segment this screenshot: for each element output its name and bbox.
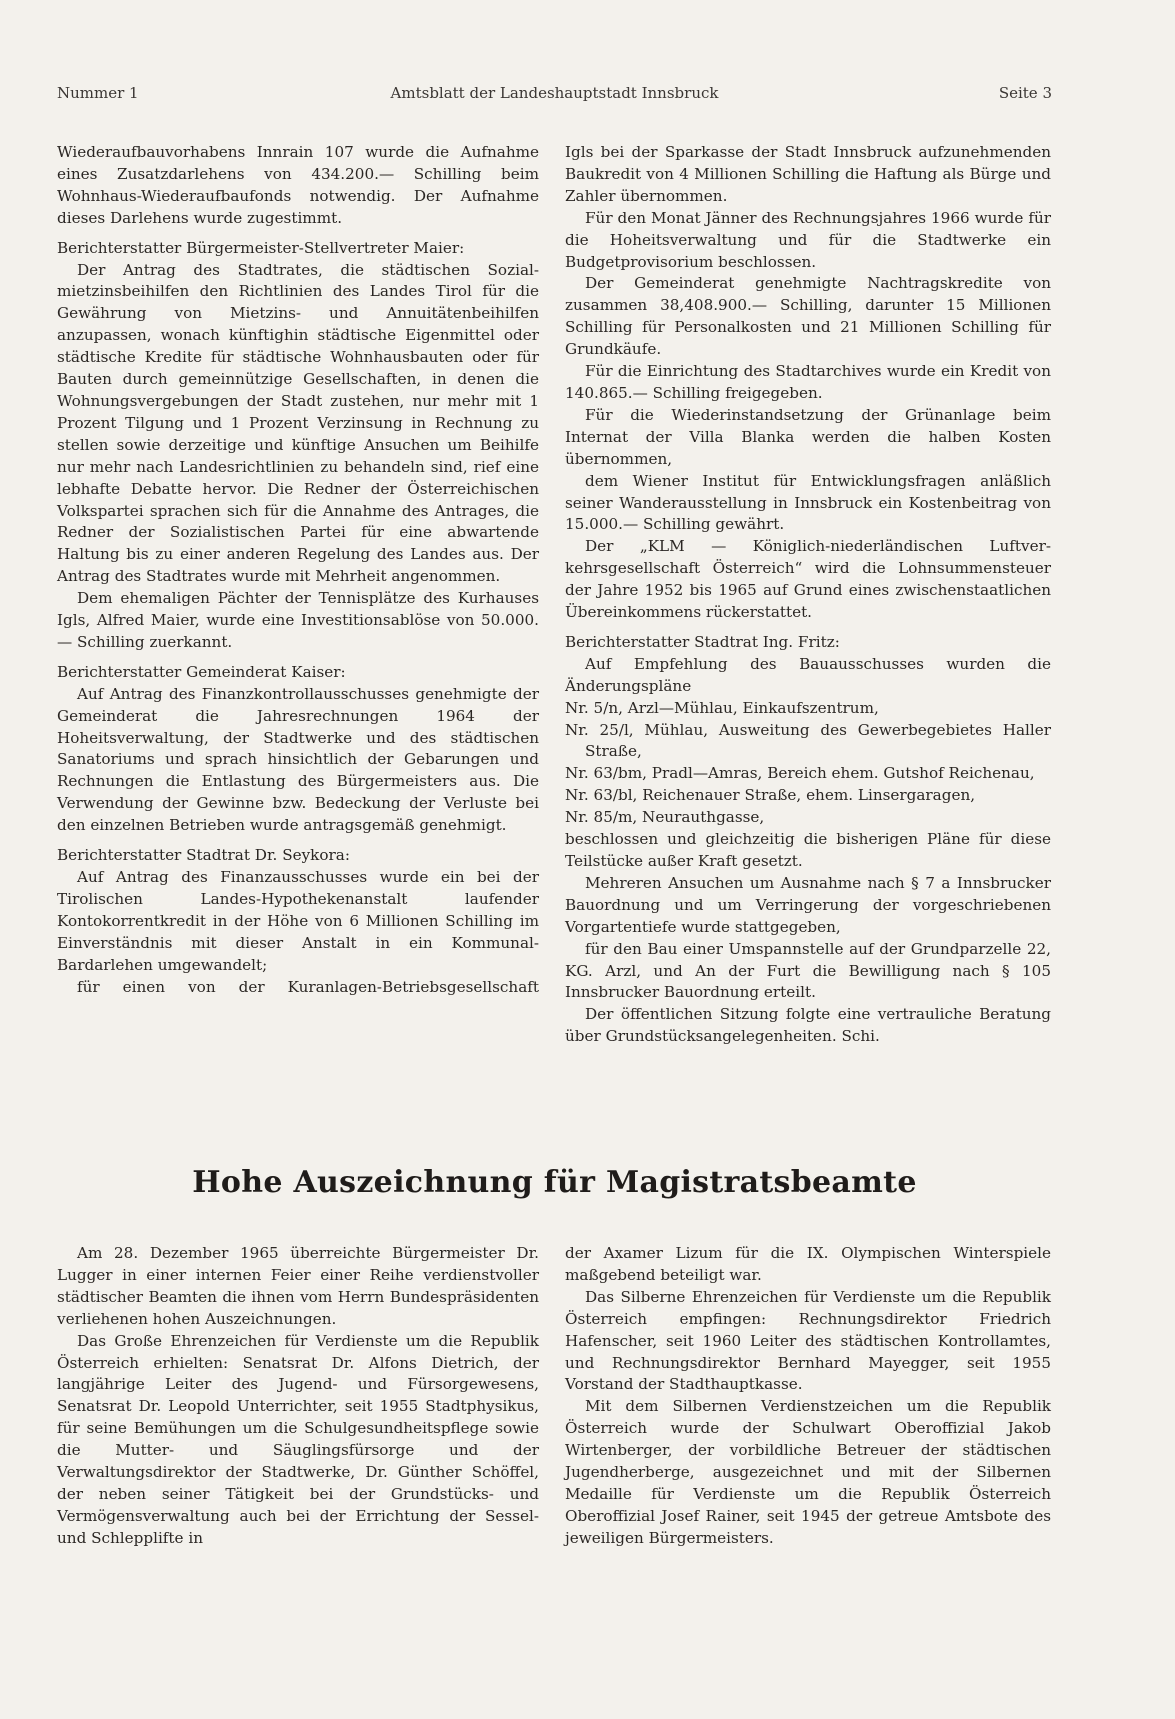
speaker-line: Berichterstatter Gemeinderat Kaiser: [57, 662, 346, 681]
paragraph: Das Große Ehrenzeichen für Verdienste um die Republik Österreich erhielten: Senatsrat Dr. Alfons Dietrich, der langjährige Leiter des Jugend- und Fürsorgewesens, Senatsrat Dr. Leopold Unterrichter, seit 1955 Stadtphysikus, für seine Bemühungen um die Schulgesundheitspflege sowie die Mutter- und Säuglingsfürsorge und der Verwaltungsdirektor der Stadtwerke, Dr. Günther Schöffel, der neben seiner Tätigkeit bei der Grundstücks- und Vermögensverwaltung auch bei der Errichtung der Sessel- und Schlepplifte in [57, 1331, 539, 1547]
article-headline: Hohe Auszeichnung für Magistratsbeamte [192, 1165, 917, 1200]
paragraph: beschlossen und gleichzeitig die bisherigen Pläne für diese Teilstücke außer Kraft gesetzt. [565, 830, 1051, 870]
publication-title: Amtsblatt der Landeshauptstadt Innsbruck [390, 84, 719, 102]
paragraph: Der Antrag des Stadtrates, die städtischen Sozialmietzinsbeihilfen den Richtlinien des Landes Tirol für die Gewährung von Mietzins- und Annuitätenbeihilfen anzupassen, wonach künftighin städtische Eigenmittel oder städtische Kredite für städtische Wohnhausbauten oder für Bauten durch gemeinnützige Gesellschaften, in denen die Wohnungsvergebungen der Stadt zustehen, nur mehr mit 1 Prozent Tilgung und 1 Prozent Verzinsung in Rechnung zu stellen sowie derzeitige und künftige Ansuchen um Beihilfe nur mehr nach Landesrichtlinien zu behandeln sind, rief eine lebhafte Debatte hervor. Die Redner der Österreichischen Volkspartei sprachen sich für die Annahme des Antrages, die Redner der Sozialistischen Partei für eine abwartende Haltung bis zu einer anderen Regelung des Landes aus. Der Antrag des Stadtrates wurde mit Mehrheit angenommen. [57, 260, 539, 586]
paragraph: Das Silberne Ehrenzeichen für Verdienste um die Republik Österreich empfingen: Rechnungsdirektor Friedrich Hafenscher, seit 1960 Leiter des städtischen Kontrollamtes, und Rechnungsdirektor Bernhard Mayegger, seit 1955 Vorstand der Stadthauptkasse. [565, 1287, 1051, 1394]
paragraph: Der „KLM — Königlich-niederländischen Luftverkehrsgesellschaft Österreich“ wird die Lohnsummensteuer der Jahre 1952 bis 1965 auf Grund eines zwischenstaatlichen Übereinkommens rückerstattet. [565, 537, 1051, 622]
plan-item: Nr. 5/n, Arzl—Mühlau, Einkaufszentrum, [565, 698, 879, 717]
page-number: Seite 3 [998, 84, 1052, 102]
paragraph: dem Wiener Institut für Entwicklungsfragen anläßlich seiner Wanderausstellung in Innsbruck ein Kostenbeitrag von 15.000.— Schilling gewährt. [565, 471, 1051, 534]
article-column-right-bottom [565, 1243, 1051, 1550]
article-column-left-top [57, 142, 539, 998]
paragraph: Wiederaufbauvorhabens Innrain 107 wurde die Aufnahme eines Zusatzdarlehens von 434.200.— Schilling beim Wohnhaus-Wiederaufbaufonds notwendig. Der Aufnahme dieses Darlehens wurde zugestimmt. [57, 143, 539, 227]
issue-number: Nummer 1 [57, 84, 139, 102]
paragraph: für den Bau einer Umspannstelle auf der Grundparzelle 22, KG. Arzl, und An der Furt die Bewilligung nach § 105 Innsbrucker Bauordnung erteilt. [565, 939, 1051, 1002]
paragraph: Dem ehemaligen Pächter der Tennisplätze des Kurhauses Igls, Alfred Maier, wurde eine Investitionsablöse von 50.000.— Schilling zuerkannt. [57, 589, 539, 651]
paragraph: Mehreren Ansuchen um Ausnahme nach § 7 a Innsbrucker Bauordnung und um Verringerung der vorgeschriebenen Vorgartentiefe wurde stattgegeben, [565, 873, 1051, 936]
paragraph: Am 28. Dezember 1965 überreichte Bürgermeister Dr. Lugger in einer internen Feier einer Reihe verdienstvoller städtischer Beamten die ihnen vom Herrn Bundespräsidenten verliehenen hohen Auszeichnungen. [57, 1244, 539, 1328]
paragraph: der Axamer Lizum für die IX. Olympischen Winterspiele maßgebend beteiligt war. [565, 1244, 1051, 1284]
speaker-line: Berichterstatter Bürgermeister-Stellvertreter Maier: [57, 238, 465, 257]
paragraph: Der Gemeinderat genehmigte Nachtragskredite von zusammen 38,408.900.— Schilling, darunter 15 Millionen Schilling für Personalkosten und 21 Millionen Schilling für Grundkäufe. [565, 274, 1051, 359]
paragraph: für einen von der Kuranlagen-Betriebsgesellschaft [77, 977, 539, 996]
plan-item: Nr. 25/l, Mühlau, Ausweitung des Gewerbegebietes Haller Straße, [565, 720, 1051, 761]
plan-item: Nr. 63/bm, Pradl—Amras, Bereich ehem. Gutshof Reichenau, [565, 764, 1035, 783]
paragraph: Mit dem Silbernen Verdienstzeichen um die Republik Österreich wurde der Schulwart Oberoffizial Jakob Wirtenberger, der vorbildliche Betreuer der städtischen Jugendherberge, ausgezeichnet und mit der Silbernen Medaille für Verdienste um die Republik Österreich Oberoffizial Josef Rainer, seit 1945 der getreue Amtsbote des jeweiligen Bürgermeisters. [565, 1397, 1051, 1547]
paragraph: Für den Monat Jänner des Rechnungsjahres 1966 wurde für die Hoheitsverwaltung und für die Stadtwerke ein Budgetprovisorium beschlossen. [565, 208, 1051, 271]
paragraph: Für die Einrichtung des Stadtarchives wurde ein Kredit von 140.865.— Schilling freigegeben. [565, 362, 1051, 402]
paragraph: Igls bei der Sparkasse der Stadt Innsbruck aufzunehmenden Baukredit von 4 Millionen Schilling die Haftung als Bürge und Zahler übernommen. [565, 143, 1051, 205]
paragraph: Der öffentlichen Sitzung folgte eine vertrauliche Beratung über Grundstücksangelegenheiten. Schi. [565, 1005, 1051, 1046]
paragraph: Auf Antrag des Finanzkontrollausschusses genehmigte der Gemeinderat die Jahresrechnungen 1964 der Hoheitsverwaltung, der Stadtwerke und des städtischen Sanatoriums und sprach hinsichtlich der Gebarungen und Rechnungen die Entlastung des Bürgermeisters aus. Die Verwendung der Gewinne bzw. Bedeckung der Verluste bei den einzelnen Betrieben wurde antragsgemäß genehmigt. [57, 684, 539, 835]
plan-item: Nr. 63/bl, Reichenauer Straße, ehem. Linsergaragen, [565, 786, 976, 805]
paragraph: Auf Antrag des Finanzausschusses wurde ein bei der Tirolischen Landes-Hypothekenanstalt laufender Kontokorrentkredit in der Höhe von 6 Millionen Schilling im Einverständnis mit dieser Anstalt in ein Kommunal-Bardarlehen umgewandelt; [57, 868, 539, 974]
page-header [57, 84, 1052, 106]
paragraph: Auf Empfehlung des Bauausschusses wurden die Änderungspläne [565, 654, 1051, 695]
speaker-line: Berichterstatter Stadtrat Ing. Fritz: [565, 632, 840, 651]
paragraph: Für die Wiederinstandsetzung der Grünanlage beim Internat der Villa Blanka werden die halben Kosten übernommen, [565, 405, 1051, 468]
plan-item: Nr. 85/m, Neurauthgasse, [565, 808, 765, 827]
article-column-right-top [565, 142, 1051, 1048]
speaker-line: Berichterstatter Stadtrat Dr. Seykora: [57, 846, 350, 865]
article-column-left-bottom [57, 1243, 539, 1550]
